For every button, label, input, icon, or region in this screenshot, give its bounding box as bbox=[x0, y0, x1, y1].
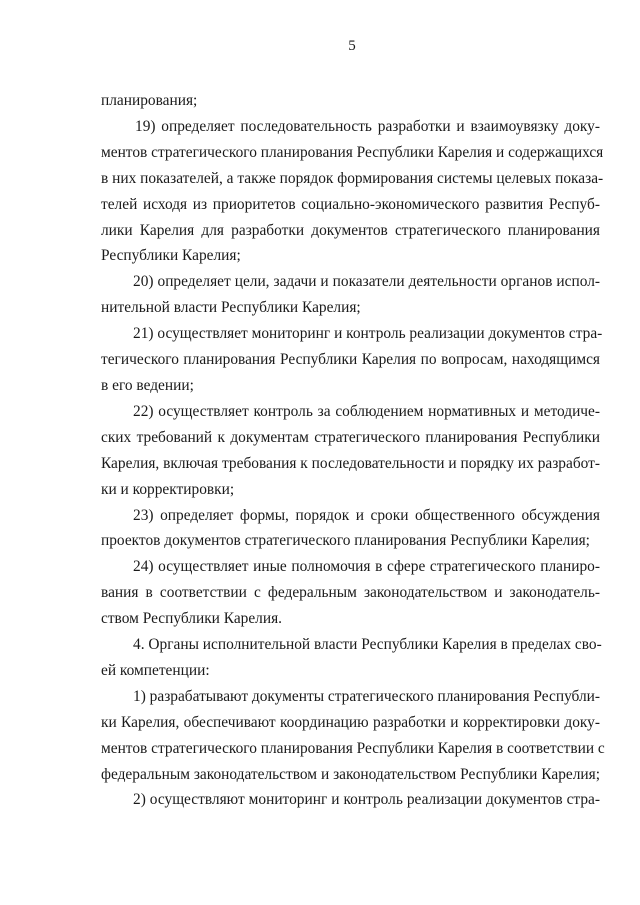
text-line: 24) осуществляет иные полномочия в сфере стратегического планиро- bbox=[133, 558, 600, 576]
text-line: ментов стратегического планирования Республики Карелия в соответствии с bbox=[101, 739, 605, 757]
paragraph-item-20 bbox=[101, 269, 600, 321]
text-line: ей компетенции: bbox=[101, 661, 210, 679]
text-line: лики Карелия для разработки документов стратегического планирования bbox=[101, 221, 600, 239]
paragraph-section-4 bbox=[101, 632, 600, 684]
text-line: 19) определяет последовательность разработки и взаимоувязку доку- bbox=[135, 117, 600, 135]
paragraph-item-19 bbox=[101, 114, 604, 269]
text-line: 20) определяет цели, задачи и показатели деятельности органов испол- bbox=[133, 273, 600, 291]
text-line: ментов стратегического планирования Республики Карелия и содержащихся bbox=[101, 143, 604, 161]
text-line: ских требований к документам стратегического планирования Республики bbox=[101, 428, 600, 446]
text-line: планирования; bbox=[101, 92, 198, 109]
text-line: 2) осуществляют мониторинг и контроль реализации документов стра- bbox=[133, 791, 600, 809]
text-line: 22) осуществляет контроль за соблюдением нормативных и методиче- bbox=[133, 402, 600, 420]
text-line: 21) осуществляет мониторинг и контроль реализации документов стра- bbox=[133, 325, 603, 343]
text-line: тегического планирования Республики Карелия по вопросам, находящимся bbox=[101, 351, 600, 369]
paragraph-subitem-1 bbox=[101, 684, 605, 788]
text-line: Карелия, включая требования к последовательности и порядку их разработ- bbox=[101, 454, 600, 472]
text-line: 4. Органы исполнительной власти Республики Карелия в пределах сво- bbox=[133, 636, 602, 654]
text-line: 23) определяет формы, порядок и сроки общественного обсуждения bbox=[133, 506, 600, 524]
paragraph-item-21 bbox=[101, 321, 603, 399]
paragraph-subitem-2 bbox=[101, 787, 600, 813]
text-line: в его ведении; bbox=[101, 376, 194, 394]
text-line: ки и корректировки; bbox=[101, 480, 235, 498]
text-line: Республики Карелия; bbox=[101, 247, 241, 265]
paragraph-continuation bbox=[101, 88, 600, 114]
paragraph-item-24 bbox=[101, 554, 600, 632]
text-line: 1) разрабатывают документы стратегического планирования Республи- bbox=[133, 687, 601, 705]
text-line: телей исходя из приоритетов социально-экономического развития Респуб- bbox=[101, 195, 600, 213]
text-line: ством Республики Карелия. bbox=[101, 610, 283, 628]
paragraph-item-23 bbox=[101, 503, 600, 555]
text-line: проектов документов стратегического планирования Республики Карелия; bbox=[101, 532, 590, 550]
text-line: федеральным законодательством и законодательством Республики Карелия; bbox=[101, 765, 600, 783]
text-line: нительной власти Республики Карелия; bbox=[101, 299, 361, 317]
document-body bbox=[101, 88, 605, 813]
text-line: в них показателей, а также порядок формирования системы целевых показа- bbox=[101, 169, 604, 187]
text-line: ки Карелия, обеспечивают координацию разработки и корректировки доку- bbox=[101, 713, 600, 731]
paragraph-item-22 bbox=[101, 399, 600, 503]
page-number: 5 bbox=[348, 38, 356, 54]
text-line: вания в соответствии с федеральным законодательством и законодатель- bbox=[101, 584, 600, 602]
